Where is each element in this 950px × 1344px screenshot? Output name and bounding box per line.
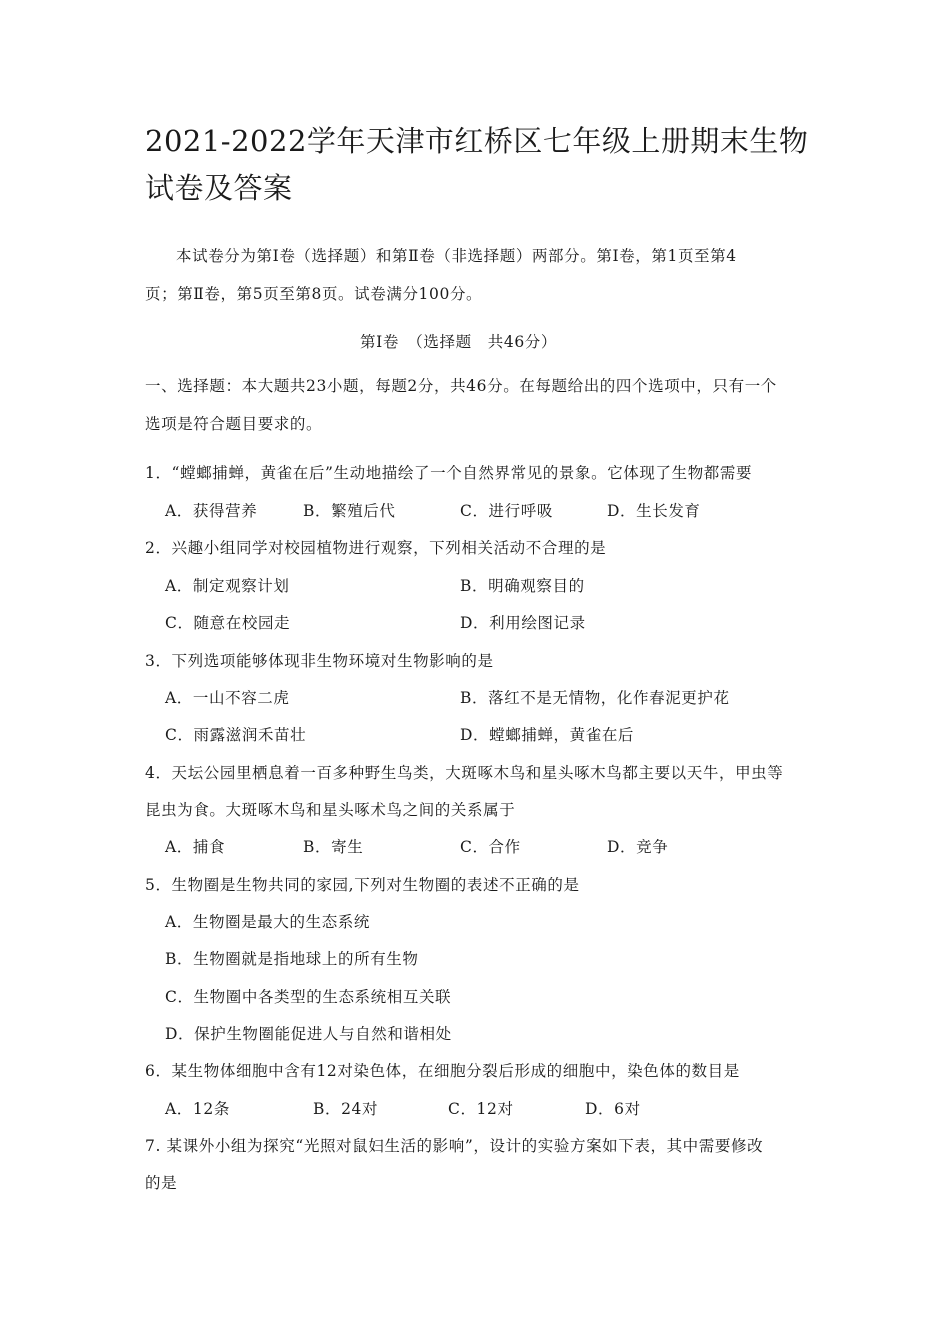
q4-option-d: D．竞争 xyxy=(607,838,669,856)
q5-option-d: D．保护生物圈能促进人与自然和谐相处 xyxy=(165,1025,452,1043)
instructions-line-1: 一、选择题：本大题共23小题，每题2分，共46分。在每题给出的四个选项中，只有一个 xyxy=(145,377,777,395)
intro-line-1: 本试卷分为第Ⅰ卷（选择题）和第Ⅱ卷（非选择题）两部分。第Ⅰ卷，第1页至第4 xyxy=(176,247,737,265)
q2-option-b: B．明确观察目的 xyxy=(460,577,585,595)
question-3-stem: 3．下列选项能够体现非生物环境对生物影响的是 xyxy=(145,652,494,670)
q5-option-b: B．生物圈就是指地球上的所有生物 xyxy=(165,950,419,968)
q2-option-a: A．制定观察计划 xyxy=(165,577,290,595)
q5-option-c: C．生物圈中各类型的生态系统相互关联 xyxy=(165,988,452,1006)
question-4-stem-line-1: 4．天坛公园里栖息着一百多种野生鸟类，大斑啄木鸟和星头啄木鸟都主要以天牛，甲虫等 xyxy=(145,764,784,782)
page-title: 2021-2022学年天津市红桥区七年级上册期末生物试卷及答案 xyxy=(145,124,809,205)
q2-option-d: D．利用绘图记录 xyxy=(460,614,586,632)
q1-option-c: C．进行呼吸 xyxy=(460,502,553,520)
question-6-stem: 6．某生物体细胞中含有12对染色体，在细胞分裂后形成的细胞中，染色体的数目是 xyxy=(145,1062,740,1080)
q2-option-c: C．随意在校园走 xyxy=(165,614,291,632)
question-5-stem: 5．生物圈是生物共同的家园,下列对生物圈的表述不正确的是 xyxy=(145,876,580,894)
q6-option-c: C．12对 xyxy=(448,1100,514,1118)
question-1-stem: 1．“螳螂捕蝉，黄雀在后”生动地描绘了一个自然界常见的景象。它体现了生物都需要 xyxy=(145,464,753,482)
q6-option-b: B．24对 xyxy=(313,1100,379,1118)
instructions-line-2: 选项是符合题目要求的。 xyxy=(145,415,323,433)
question-4-stem-line-2: 昆虫为食。大斑啄木鸟和星头啄术鸟之间的关系属于 xyxy=(145,801,516,819)
q3-option-d: D．螳螂捕蝉，黄雀在后 xyxy=(460,726,635,744)
q3-option-b: B．落红不是无情物，化作春泥更护花 xyxy=(460,689,730,707)
q4-option-b: B．寄生 xyxy=(303,838,364,856)
intro-line-2: 页；第Ⅱ卷，第5页至第8页。试卷满分100分。 xyxy=(145,285,483,303)
q1-option-d: D．生长发育 xyxy=(607,502,701,520)
q6-option-a: A．12条 xyxy=(165,1100,230,1118)
q5-option-a: A．生物圈是最大的生态系统 xyxy=(165,913,370,931)
q3-option-a: A．一山不容二虎 xyxy=(165,689,290,707)
q1-option-a: A．获得营养 xyxy=(165,502,258,520)
question-7-stem-line-2: 的是 xyxy=(145,1174,178,1192)
question-2-stem: 2．兴趣小组同学对校园植物进行观察，下列相关活动不合理的是 xyxy=(145,539,607,557)
q3-option-c: C．雨露滋润禾苗壮 xyxy=(165,726,307,744)
section-heading: 第Ⅰ卷 （选择题 共46分） xyxy=(360,333,557,351)
q1-option-b: B．繁殖后代 xyxy=(303,502,396,520)
q6-option-d: D．6对 xyxy=(585,1100,641,1118)
q4-option-c: C．合作 xyxy=(460,838,521,856)
q4-option-a: A．捕食 xyxy=(165,838,226,856)
question-7-stem-line-1: 7. 某课外小组为探究“光照对鼠妇生活的影响”，设计的实验方案如下表，其中需要修改 xyxy=(145,1137,764,1155)
